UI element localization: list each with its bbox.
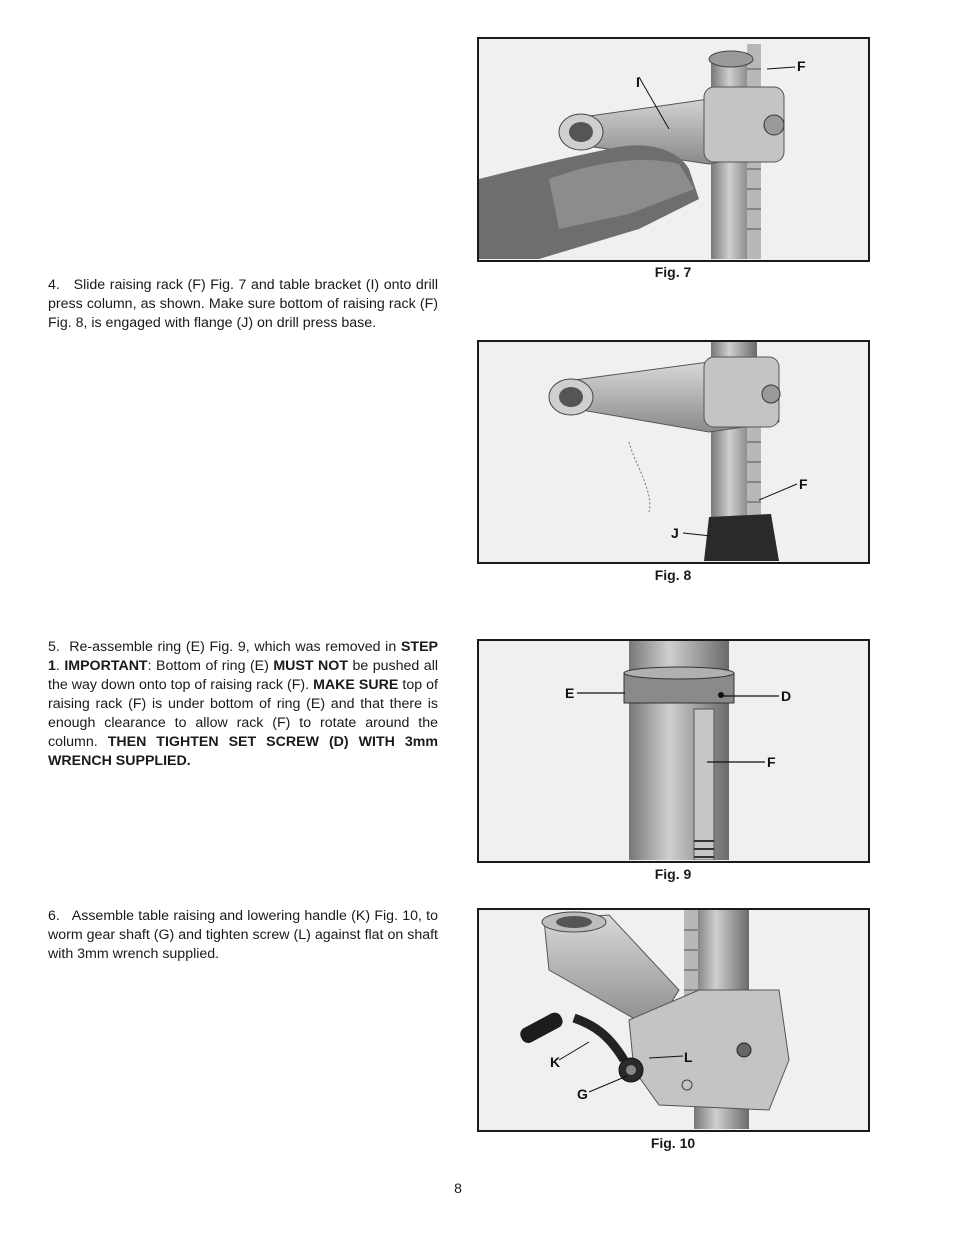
step-5-part: : Bottom of ring (E) bbox=[147, 658, 274, 674]
fig10-label-k: K bbox=[550, 1054, 561, 1070]
figure-10-caption: Fig. 10 bbox=[650, 1135, 696, 1151]
step-4-body: Slide raising rack (F) Fig. 7 and table bracket (I) onto drill press column, as shown. Make sure bottom of raising rack (F) Fig. 8, is engaged with flange (J) on drill press base. bbox=[48, 277, 438, 331]
step-6-number: 6. bbox=[48, 908, 60, 924]
figure-9-caption: Fig. 9 bbox=[654, 866, 692, 882]
fig7-label-f: F bbox=[797, 58, 806, 74]
step-6-text bbox=[48, 907, 438, 964]
step-5-bold: STEP 1 bbox=[48, 639, 438, 674]
step-4-number: 4. bbox=[48, 277, 60, 293]
fig9-label-e: E bbox=[565, 685, 575, 701]
fig10-label-g: G bbox=[577, 1086, 588, 1102]
step-5-number: 5. bbox=[48, 639, 60, 655]
figure-7-photo bbox=[477, 37, 870, 262]
step-5-bold: MAKE SURE bbox=[313, 677, 399, 693]
step-5-text bbox=[48, 638, 438, 771]
step-4-text bbox=[48, 276, 438, 333]
step-5-part: be pushed all the way down onto top of raising rack (F). bbox=[48, 658, 438, 693]
step-5-bold: MUST NOT bbox=[273, 658, 348, 674]
fig8-label-f: F bbox=[799, 476, 808, 492]
fig9-label-f: F bbox=[767, 754, 776, 770]
step-5-bold: IMPORTANT bbox=[64, 658, 148, 674]
fig7-label-i: I bbox=[636, 74, 640, 90]
fig10-label-l: L bbox=[684, 1049, 693, 1065]
step-6-body: Assemble table raising and lowering handle (K) Fig. 10, to worm gear shaft (G) and tighten screw (L) against flat on shaft with 3mm wrench supplied. bbox=[48, 908, 438, 962]
step-5-part: . bbox=[55, 658, 65, 674]
figure-8-caption: Fig. 8 bbox=[654, 567, 692, 583]
figure-7-caption: Fig. 7 bbox=[654, 264, 692, 280]
step-5-part: top of raising rack (F) is under bottom of ring (E) and that there is enough clearance to allow rack (F) to rotate around the column. bbox=[48, 677, 438, 750]
figure-9-photo bbox=[477, 639, 870, 863]
figure-10-photo bbox=[477, 908, 870, 1132]
step-5-part: Re-assemble ring (E) Fig. 9, which was removed in bbox=[69, 639, 401, 655]
fig8-label-j: J bbox=[671, 525, 679, 541]
fig9-label-d: D bbox=[781, 688, 792, 704]
page-number: 8 bbox=[454, 1180, 462, 1196]
figure-8-photo bbox=[477, 340, 870, 564]
step-5-bold: THEN TIGHTEN SET SCREW (D) WITH 3mm WRENCH SUPPLIED. bbox=[48, 734, 439, 769]
